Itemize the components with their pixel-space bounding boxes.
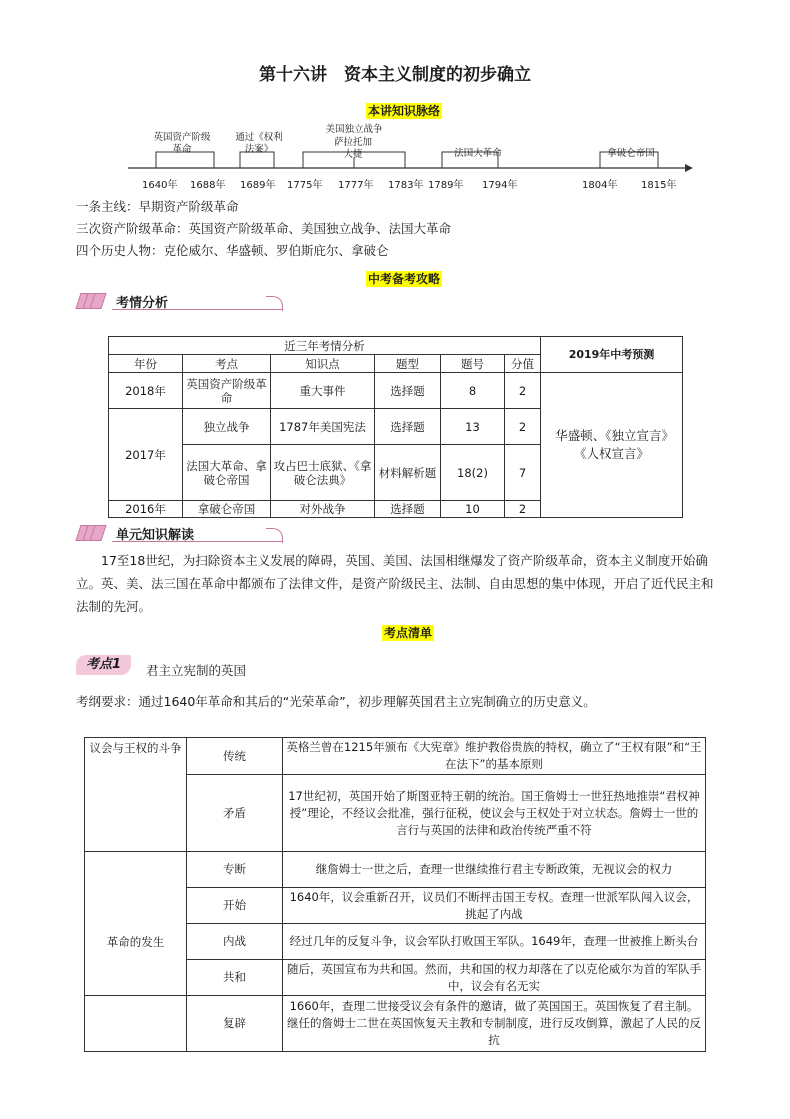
table-row [85, 852, 706, 888]
cell-knowledge: 1787年美国宪法 [271, 409, 375, 445]
year-1789: 1789年 [428, 180, 464, 191]
year-1640: 1640年 [142, 180, 178, 191]
year-1777: 1777年 [338, 180, 374, 191]
cell-score: 7 [505, 445, 541, 501]
content-table [84, 737, 706, 1052]
cell-point: 法国大革命、拿破仑帝国 [183, 445, 271, 501]
cell-year: 2017年 [109, 409, 183, 501]
row-label: 专断 [187, 852, 283, 888]
cell-score: 2 [505, 501, 541, 518]
year-1794: 1794年 [482, 180, 518, 191]
badge-analysis-text: 考情分析 [116, 296, 169, 311]
exam-table-caption: 近三年考情分析 [109, 337, 541, 355]
row-label: 传统 [187, 738, 283, 775]
row-text: 1640年，议会重新召开，议员们不断抨击国王专权。查理一世派军队闯入议会，挑起了内战 [283, 888, 706, 924]
section-heading-list [382, 622, 434, 641]
section-heading-context [366, 100, 442, 119]
page-title: 第十六讲 资本主义制度的初步确立 [259, 65, 531, 85]
col-header-type: 题型 [375, 355, 441, 373]
event-american-war: 美国独立战争 [325, 124, 383, 135]
col-header-year: 年份 [109, 355, 183, 373]
unit-paragraph: 17至18世纪，为扫除资本主义发展的障碍，英国、美国、法国相继爆发了资产阶级革命，资本主义制度开始确立。英、美、法三国在革命中都颁布了法律文件，是资产阶级民主、法制、自由思想的集中体现，开启了近代民主和法制的先河。 [76, 553, 714, 614]
prediction-header: 2019年中考预测 [541, 337, 683, 373]
summary-line-2: 三次资产阶级革命：英国资产阶级革命、美国独立战争、法国大革命 [76, 221, 452, 236]
cell-type: 选择题 [375, 373, 441, 409]
exam-table [108, 336, 683, 518]
timeline-arrow [685, 164, 693, 172]
book-icon [76, 290, 106, 310]
summary-line-3: 四个历史人物：克伦威尔、华盛顿、罗伯斯庇尔、拿破仑 [76, 243, 389, 258]
row-text: 继詹姆士一世之后，查理一世继续推行君主专断政策，无视议会的权力 [283, 852, 706, 888]
key-point-requirement: 考纲要求：通过1640年革命和其后的“光荣革命”，初步理解英国君主立宪制确立的历史意义。 [76, 694, 596, 709]
cell-knowledge: 对外战争 [271, 501, 375, 518]
row-text: 17世纪初，英国开始了斯图亚特王朝的统治。国王詹姆士一世狂热地推崇“君权神授”理论，不经议会批准，强行征税，使议会与王权处于对立状态。詹姆士一世的言行与英国的法律和政治传统严重不符 [283, 775, 706, 852]
year-1815: 1815年 [641, 180, 677, 191]
row-text: 1660年，查理二世接受议会有条件的邀请，做了英国国王。英国恢复了君主制。继任的詹姆士二世在英国恢复天主教和专制制度，进行反攻倒算，激起了人民的反抗 [283, 996, 706, 1052]
year-1804: 1804年 [582, 180, 618, 191]
cell-no: 8 [441, 373, 505, 409]
row-text: 英格兰曾在1215年颁布《大宪章》维护教俗贵族的特权，确立了“王权有限”和“王在法下”的基本原则 [283, 738, 706, 775]
row-label: 内战 [187, 924, 283, 960]
key-point-title: 君主立宪制的英国 [146, 663, 247, 678]
section-heading-list-text: 考点清单 [384, 626, 433, 640]
event-bill-of-rights: 通过《权利法案》 [235, 132, 283, 155]
table-row [109, 373, 683, 409]
year-1775: 1775年 [287, 180, 323, 191]
row-label: 复辟 [187, 996, 283, 1052]
cell-type: 选择题 [375, 409, 441, 445]
cell-no: 13 [441, 409, 505, 445]
row-label: 开始 [187, 888, 283, 924]
cell-year: 2016年 [109, 501, 183, 518]
event-saratoga: 萨拉托加大捷 [333, 137, 372, 160]
row-text: 经过几年的反复斗争，议会军队打败国王军队。1649年，查理一世被推上断头台 [283, 924, 706, 960]
event-english-revolution: 英国资产阶级革命 [153, 132, 211, 155]
col-header-no: 题号 [441, 355, 505, 373]
row-text: 随后，英国宣布为共和国。然而，共和国的权力却落在了以克伦威尔为首的军队手中，议会有名无实 [283, 960, 706, 996]
cell-knowledge: 攻占巴士底狱、《拿破仑法典》 [271, 445, 375, 501]
row-label: 矛盾 [187, 775, 283, 852]
key-point-badge: 考点1 [76, 655, 131, 675]
group-label [85, 996, 187, 1052]
cell-type: 材料解析题 [375, 445, 441, 501]
table-row [85, 996, 706, 1052]
book-icon [76, 522, 106, 542]
col-header-knowledge: 知识点 [271, 355, 375, 373]
badge-unit [76, 522, 296, 546]
year-1689: 1689年 [240, 180, 276, 191]
cell-score: 2 [505, 373, 541, 409]
group-label: 革命的发生 [85, 852, 187, 996]
cell-no: 18(2) [441, 445, 505, 501]
col-header-point: 考点 [183, 355, 271, 373]
cell-score: 2 [505, 409, 541, 445]
row-label: 共和 [187, 960, 283, 996]
section-heading-exam [366, 268, 442, 287]
cell-year: 2018年 [109, 373, 183, 409]
cell-point: 独立战争 [183, 409, 271, 445]
badge-unit-text: 单元知识解读 [116, 528, 195, 543]
badge-analysis [76, 290, 296, 314]
table-row [85, 738, 706, 775]
col-header-score: 分值 [505, 355, 541, 373]
event-napoleon: 拿破仑帝国 [607, 148, 655, 159]
prediction-cell: 华盛顿、《独立宣言》《人权宣言》 [541, 373, 683, 518]
summary-line-1: 一条主线：早期资产阶级革命 [76, 199, 239, 214]
cell-point: 英国资产阶级革命 [183, 373, 271, 409]
section-heading-exam-text: 中考备考攻略 [368, 272, 441, 286]
section-heading-context-text: 本讲知识脉络 [368, 104, 441, 118]
year-1783: 1783年 [388, 180, 424, 191]
event-french-revolution: 法国大革命 [454, 148, 502, 159]
year-1688: 1688年 [190, 180, 226, 191]
cell-point: 拿破仑帝国 [183, 501, 271, 518]
cell-type: 选择题 [375, 501, 441, 518]
cell-no: 10 [441, 501, 505, 518]
group-label: 议会与王权的斗争 [85, 738, 187, 852]
cell-knowledge: 重大事件 [271, 373, 375, 409]
